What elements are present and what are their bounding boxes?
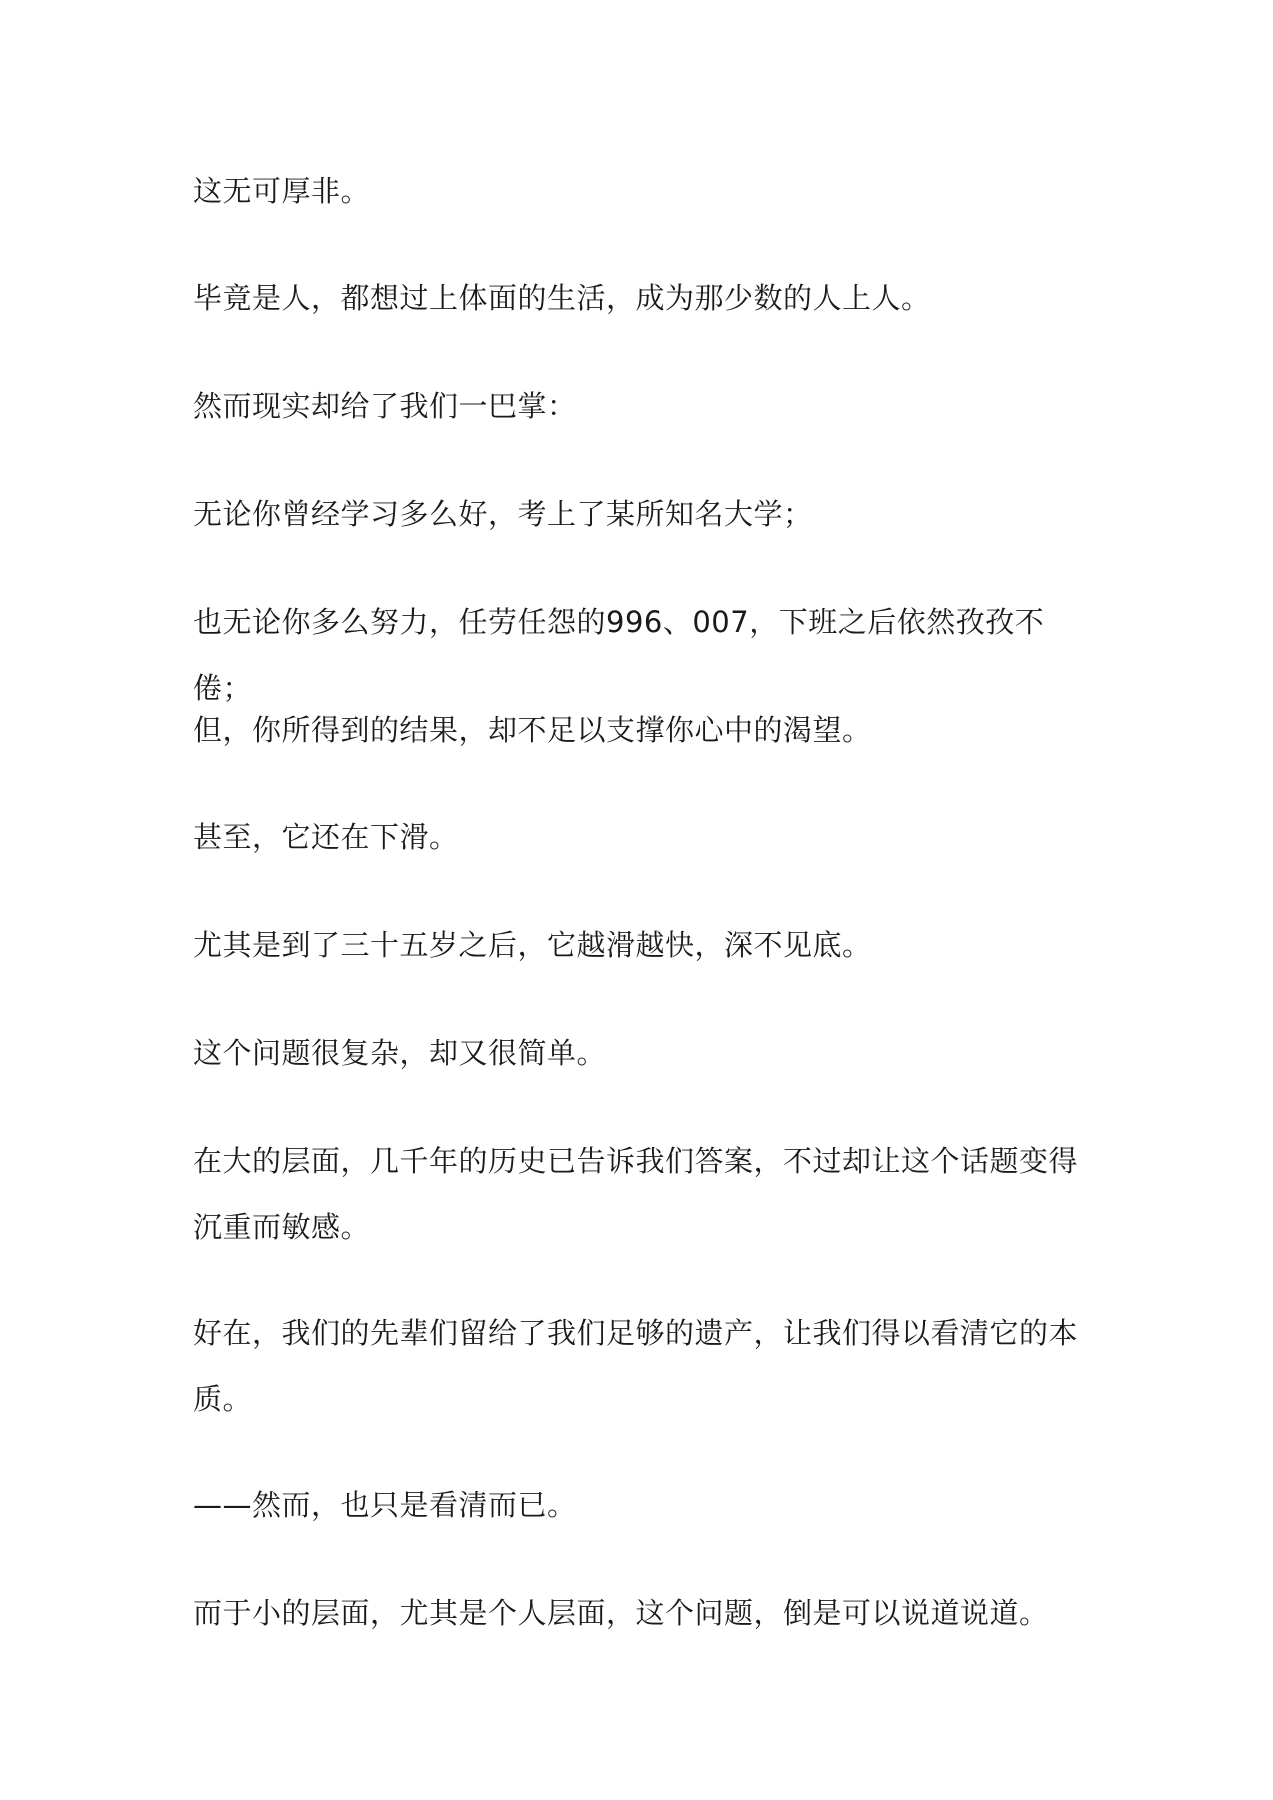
paragraph-4: 无论你曾经学习多么好，考上了某所知名大学； bbox=[193, 497, 813, 531]
paragraph-10: 在大的层面，几千年的历史已告诉我们答案，不过却让这个话题变得沉重而敏感。 bbox=[193, 1144, 1079, 1244]
paragraph-3: 然而现实却给了我们一巴掌： bbox=[193, 389, 577, 423]
paragraph-1: 这无可厚非。 bbox=[193, 174, 371, 208]
paragraph-12: ——然而，也只是看清而已。 bbox=[193, 1488, 577, 1522]
paragraph-6: 但，你所得到的结果，却不足以支撑你心中的渴望。 bbox=[193, 713, 872, 747]
paragraph-8: 尤其是到了三十五岁之后，它越滑越快，深不见底。 bbox=[193, 928, 872, 962]
paragraph-7: 甚至，它还在下滑。 bbox=[193, 820, 459, 854]
paragraph-9: 这个问题很复杂，却又很简单。 bbox=[193, 1036, 607, 1070]
paragraph-5: 也无论你多么努力，任劳任怨的996、007，下班之后依然孜孜不倦； bbox=[193, 605, 1045, 705]
paragraph-11: 好在，我们的先辈们留给了我们足够的遗产，让我们得以看清它的本质。 bbox=[193, 1316, 1079, 1416]
paragraph-13: 而于小的层面，尤其是个人层面，这个问题，倒是可以说道说道。 bbox=[193, 1596, 1049, 1630]
paragraph-2: 毕竟是人，都想过上体面的生活，成为那少数的人上人。 bbox=[193, 281, 931, 315]
